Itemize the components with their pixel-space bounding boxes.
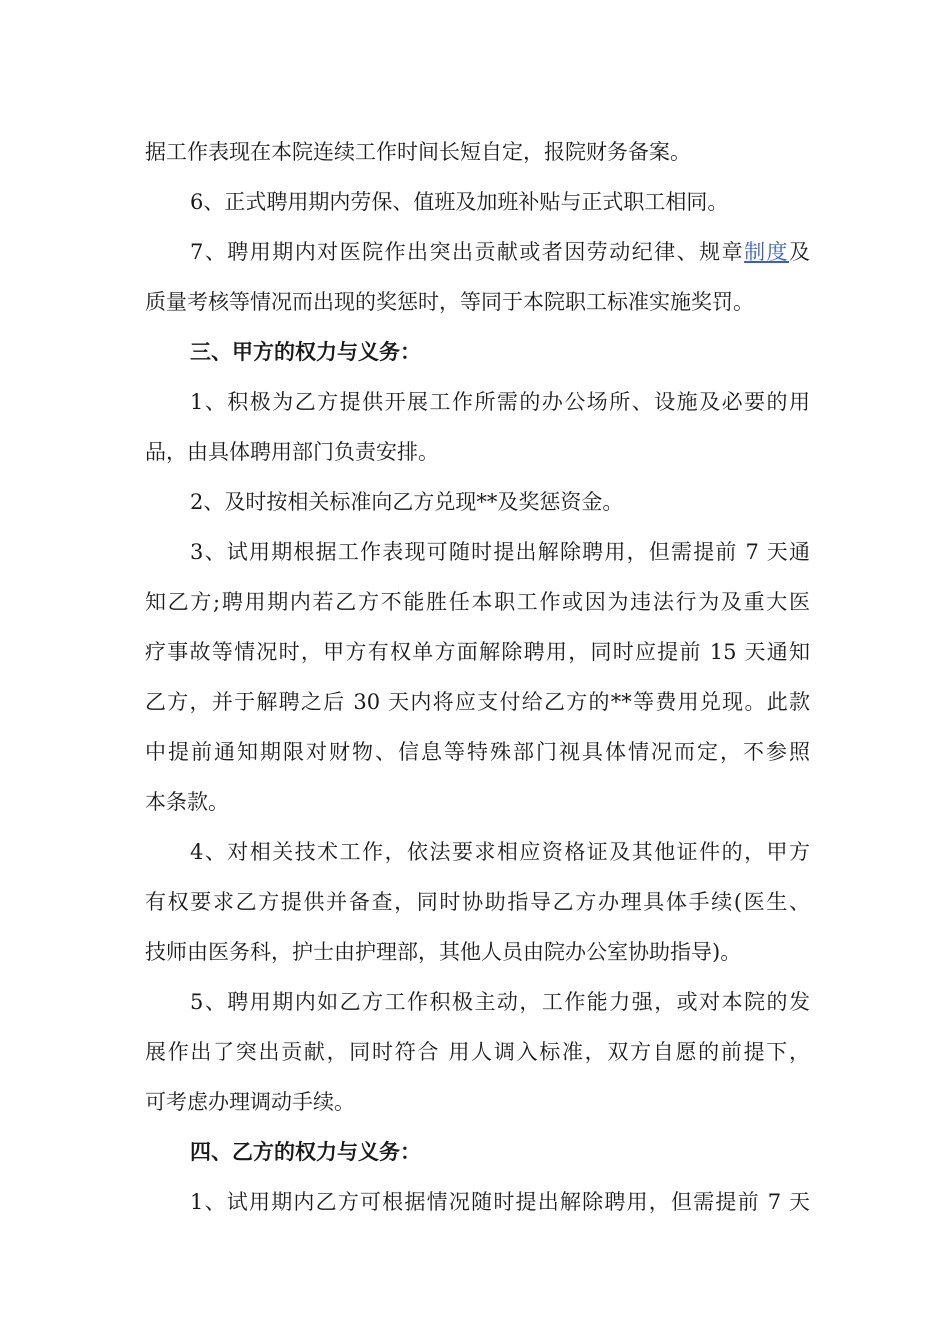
paragraph-line: 品，由具体聘用部门负责安排。	[145, 440, 439, 464]
paragraph-line: 本条款。	[145, 790, 229, 814]
section-heading-party-a: 三、甲方的权力与义务：	[190, 339, 421, 364]
paragraph-line: 中提前通知期限对财物、信息等特殊部门视具体情况而定，不参照	[145, 740, 810, 764]
paragraph-line: 知乙方;聘用期内若乙方不能胜任本职工作或因为违法行为及重大医	[145, 590, 810, 614]
clause-7-line	[190, 237, 810, 267]
system-link[interactable]: 制度	[744, 240, 790, 264]
paragraph-line: 质量考核等情况而出现的奖惩时，等同于本院职工标准实施奖罚。	[145, 290, 754, 314]
paragraph-line: 疗事故等情况时，甲方有权单方面解除聘用，同时应提前 15 天通知	[145, 640, 810, 664]
paragraph-line: 5、聘用期内如乙方工作积极主动，工作能力强，或对本院的发	[190, 990, 810, 1014]
section-heading-party-b: 四、乙方的权力与义务：	[190, 1139, 421, 1164]
paragraph-line: 可考虑办理调动手续。	[145, 1090, 355, 1114]
clause-7-text: 7、聘用期内对医院作出突出贡献或者因劳动纪律、规章	[190, 240, 745, 264]
paragraph-line: 1、试用期内乙方可根据情况随时提出解除聘用，但需提前 7 天	[190, 1190, 810, 1214]
clause-7-tail: 及	[789, 240, 810, 264]
paragraph-line: 3、试用期根据工作表现可随时提出解除聘用，但需提前 7 天通	[190, 540, 810, 564]
paragraph-line: 有权要求乙方提供并备查，同时协助指导乙方办理具体手续(医生、	[145, 890, 810, 914]
paragraph-line: 乙方，并于解聘之后 30 天内将应支付给乙方的**等费用兑现。此款	[145, 690, 810, 714]
paragraph-line: 1、积极为乙方提供开展工作所需的办公场所、设施及必要的用	[190, 390, 810, 414]
paragraph-line: 展作出了突出贡献，同时符合 用人调入标准，双方自愿的前提下，	[145, 1040, 810, 1064]
paragraph-line: 据工作表现在本院连续工作时间长短自定，报院财务备案。	[145, 140, 691, 164]
paragraph-line: 技师由医务科，护士由护理部，其他人员由院办公室协助指导)。	[145, 940, 742, 964]
paragraph-line: 2、及时按相关标准向乙方兑现**及奖惩资金。	[190, 490, 624, 514]
clause-6-line: 6、正式聘用期内劳保、值班及加班补贴与正式职工相同。	[190, 190, 729, 214]
paragraph-line: 4、对相关技术工作，依法要求相应资格证及其他证件的，甲方	[190, 840, 810, 864]
